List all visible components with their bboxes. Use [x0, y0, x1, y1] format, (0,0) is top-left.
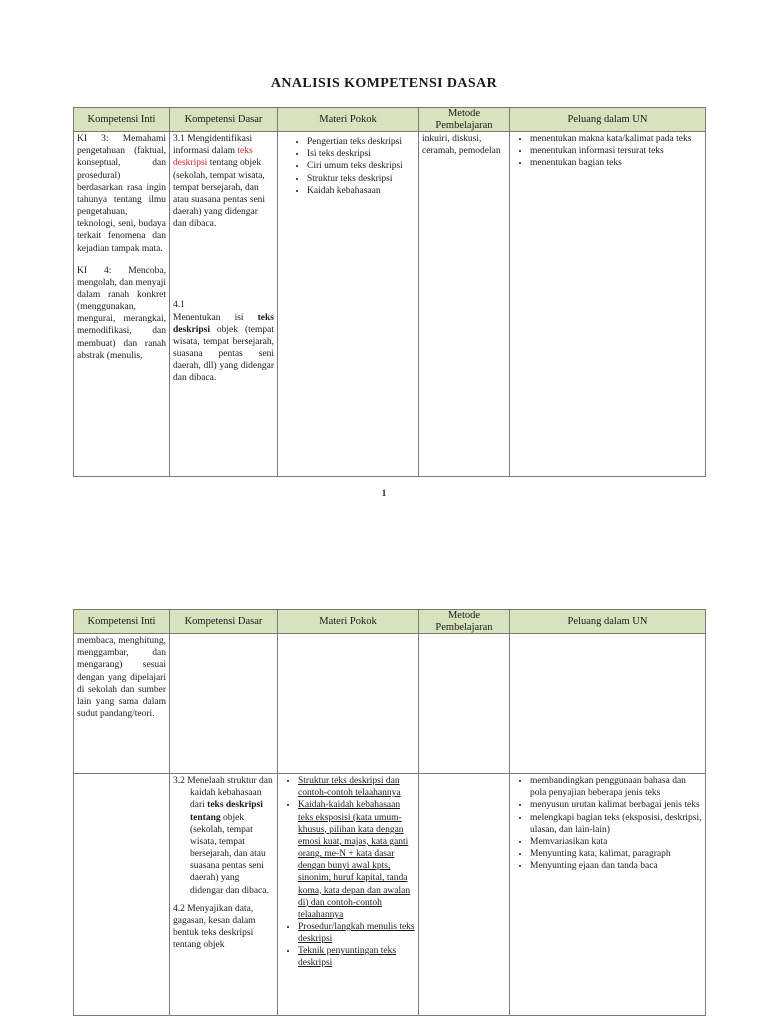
materi-cell — [278, 774, 419, 1016]
materi-list — [281, 136, 415, 197]
un-list — [513, 775, 702, 872]
header-kompetensi-inti: Kompetensi Inti — [74, 108, 170, 132]
table-header-row — [74, 610, 706, 634]
table-row — [74, 774, 706, 1016]
empty-cell — [74, 774, 170, 1016]
list-item: • Isi teks deskripsi — [307, 148, 415, 160]
ki-continuation-text: membaca, menghitung, menggambar, dan mengarang) sesuai dengan yang dipelajari di sekolah dan sumber lain yang sama dalam sudut pandang/teori. — [77, 636, 166, 720]
list-item: • membandingkan penggunaan bahasa dan pola penyajian beberapa jenis teks — [530, 775, 702, 799]
list-item: • menentukan informasi tersurat teks — [530, 145, 702, 157]
header-kompetensi-dasar: Kompetensi Dasar — [170, 610, 278, 634]
empty-cell — [278, 634, 419, 774]
header-peluang-un: Peluang dalam UN — [510, 610, 706, 634]
page-number: 1 — [381, 488, 387, 498]
header-materi-pokok: Materi Pokok — [278, 610, 419, 634]
list-item: • Kaidah-kaidah kebahasaan teks eksposisi (kata umum-khusus, pilihan kata dengan emosi kuat, majas, kata ganti orang, me-N + kata dasar dengan bunyi awal kpts, sinonim, huruf kapital, tanda koma, kata depan dan awalan di) dan contoh-contoh telaahannya — [298, 799, 415, 921]
header-kompetensi-dasar: Kompetensi Dasar — [170, 108, 278, 132]
un-cell — [510, 774, 706, 1016]
kd-4-1: Menentukan isi teks deskripsi objek (tempat wisata, tempat bersejarah, suasana pentas seni daerah, dll) yang didengar dan dibaca. — [173, 312, 274, 384]
kd-table-page-2 — [73, 609, 706, 1016]
teks-deskripsi-highlight: teks deskripsi — [173, 146, 253, 169]
materi-cell — [278, 132, 419, 477]
list-item: • Menyunting kata, kalimat, paragraph — [530, 848, 702, 860]
metode-text: inkuiri, diskusi, ceramah, pemodelan — [422, 134, 501, 157]
list-item: • Memvariasikan kata — [530, 836, 702, 848]
list-item: • Struktur teks deskripsi — [307, 173, 415, 185]
empty-cell — [510, 634, 706, 774]
list-item: • Ciri umum teks deskripsi — [307, 160, 415, 172]
empty-cell — [419, 634, 510, 774]
ki4-text: KI 4: Mencoba, mengolah, dan menyaji dalam ranah konkret (menggunakan, mengurai, merangkai, memodifikasi, dan membuat) dan ranah abstrak (menulis, — [77, 265, 166, 361]
list-item: • Menyunting ejaan dan tanda baca — [530, 860, 702, 872]
list-item: • menyusun urutan kalimat berbagai jenis teks — [530, 799, 702, 811]
empty-cell — [419, 774, 510, 1016]
kd-4-1-number: 4.1 — [173, 300, 185, 311]
kd-cell — [170, 132, 278, 477]
kd-3-1: 3.1 Mengidentifikasi informasi dalam teks deskripsi tentang objek (sekolah, tempat wisata, tempat bersejarah, dan atau suasana pentas seni daerah) yang didengar dan dibaca. — [173, 134, 266, 230]
table-header-row — [74, 108, 706, 132]
kd-3-2: 3.2 Menelaah struktur dan kaidah kebahasaan dari teks deskripsi tentang objek (sekolah, tempat wisata, tempat bersejarah, dan atau suasana pentas seni daerah) yang didengar dan dibaca. — [173, 776, 273, 896]
ki-cell — [74, 132, 170, 477]
list-item: • menentukan bagian teks — [530, 157, 702, 169]
table-row — [74, 132, 706, 477]
document-title: ANALISIS KOMPETENSI DASAR — [270, 76, 498, 91]
list-item: • Teknik penyuntingan teks deskripsi — [298, 945, 415, 969]
header-metode: Metode Pembelajaran — [419, 108, 510, 132]
header-metode: Metode Pembelajaran — [419, 610, 510, 634]
kd-table-page-1 — [73, 107, 706, 477]
metode-cell — [419, 132, 510, 477]
un-cell — [510, 132, 706, 477]
list-item: • Kaidah kebahasaan — [307, 185, 415, 197]
materi-list — [281, 775, 415, 970]
table-row — [74, 634, 706, 774]
list-item: • Prosedur/langkah menulis teks deskripsi — [298, 921, 415, 945]
list-item: • Pengertian teks deskripsi — [307, 136, 415, 148]
list-item: • melengkapi bagian teks (eksposisi, deskripsi, ulasan, dan lain-lain) — [530, 812, 702, 836]
ki3-text: KI 3: Memahami pengetahuan (faktual, konseptual, dan prosedural) berdasarkan rasa ingin tahunya tentang ilmu pengetahuan, teknologi, seni, budaya terkait fenomena dan kejadian tampak mata. — [77, 134, 166, 254]
header-kompetensi-inti: Kompetensi Inti — [74, 610, 170, 634]
list-item: • menentukan makna kata/kalimat pada teks — [530, 133, 702, 145]
kd-cell — [170, 774, 278, 1016]
empty-cell — [170, 634, 278, 774]
un-list — [513, 133, 702, 169]
list-item: • Struktur teks deskripsi dan contoh-contoh telaahannya — [298, 775, 415, 799]
header-materi-pokok: Materi Pokok — [278, 108, 419, 132]
kd-4-2: 4.2 Menyajikan data, gagasan, kesan dalam bentuk teks deskripsi tentang objek — [173, 903, 256, 951]
header-peluang-un: Peluang dalam UN — [510, 108, 706, 132]
ki-cell — [74, 634, 170, 774]
